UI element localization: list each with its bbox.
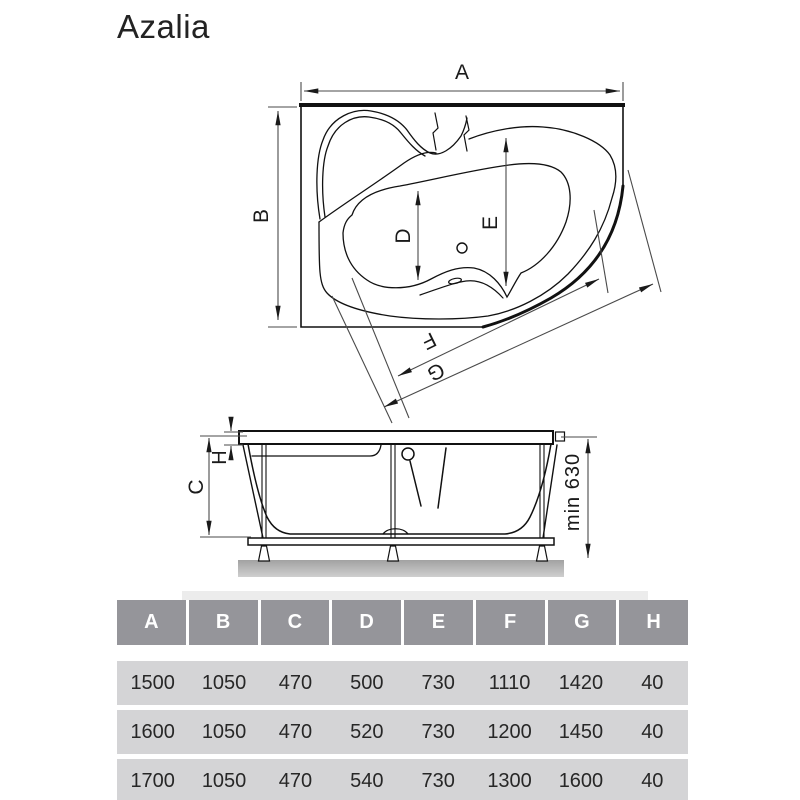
- table-header-cell: E: [404, 600, 473, 645]
- table-cell: 730: [421, 720, 455, 743]
- table-row: [117, 710, 688, 754]
- floor-strip: [238, 560, 564, 577]
- table-cell: 1050: [201, 769, 247, 792]
- rim-inner-line: [319, 127, 616, 319]
- dimensions-table: [117, 600, 688, 800]
- drain-circle: [457, 243, 467, 253]
- dim-label-g: G: [423, 357, 449, 386]
- floor-shadow-band: [182, 591, 648, 600]
- table-cell: 1200: [487, 720, 532, 743]
- table-cell: 1420: [558, 671, 604, 694]
- foot: [259, 546, 270, 561]
- tub-cross-section: [248, 444, 551, 534]
- table-header-cell: H: [619, 600, 688, 645]
- table-cell: 40: [641, 769, 664, 792]
- top-view-drawing: [250, 55, 680, 430]
- table-header-cell: F: [476, 600, 545, 645]
- foot: [537, 546, 548, 561]
- dim-label-h: H: [209, 449, 231, 465]
- table-cell: 1700: [130, 769, 175, 792]
- dim-label-b: B: [250, 208, 273, 224]
- dim-label-e: E: [479, 215, 502, 231]
- dim-label-a: A: [454, 61, 470, 84]
- table-cell: 40: [641, 671, 664, 694]
- dim-label-c: C: [185, 479, 208, 495]
- drain-pipe-line: [438, 448, 446, 508]
- table-header-cell: C: [261, 600, 330, 645]
- table-body: [117, 661, 688, 800]
- table-header-row: [117, 600, 688, 645]
- tub-side-outline: [239, 431, 565, 561]
- product-title: Azalia: [117, 8, 210, 45]
- table-cell: 470: [278, 769, 313, 792]
- inner-shelf-line: [252, 445, 381, 456]
- base-rail: [248, 538, 554, 545]
- drain-pipe-line: [410, 461, 421, 506]
- dim-label-d: D: [392, 228, 415, 244]
- tub-outline: [299, 105, 625, 327]
- foot: [388, 546, 399, 561]
- table-cell: 500: [350, 671, 384, 694]
- overflow-ellipse: [448, 277, 462, 285]
- table-cell: 470: [278, 720, 313, 743]
- rim-bar: [239, 431, 553, 444]
- seat-seam: [420, 281, 503, 298]
- dim-label-min630: min 630: [562, 452, 584, 532]
- table-header-cell: B: [189, 600, 258, 645]
- frame-leg-left: [262, 444, 266, 539]
- frame-brace-right: [543, 445, 557, 538]
- table-row: [117, 759, 688, 800]
- table-cell: 1300: [487, 769, 532, 792]
- ext-line: [628, 170, 661, 292]
- frame-leg-middle: [391, 444, 395, 539]
- ext-line: [352, 278, 409, 418]
- table-cell: 730: [421, 671, 455, 694]
- bowl-outline: [343, 164, 570, 297]
- table-header-cell: G: [548, 600, 617, 645]
- table-cell: 520: [350, 720, 384, 743]
- table-cell: 1600: [558, 769, 604, 792]
- table-cell: 40: [641, 720, 664, 743]
- side-view-drawing: [180, 410, 650, 600]
- table-header-cell: A: [117, 600, 186, 645]
- headrest-inner-arc: [323, 117, 425, 217]
- table-cell: 1600: [130, 720, 175, 743]
- table-cell: 1500: [130, 671, 175, 694]
- table-cell: 540: [350, 769, 384, 792]
- dim-label-f: F: [417, 327, 440, 354]
- frame-brace-left: [243, 445, 263, 538]
- table-cell: 1050: [201, 720, 247, 743]
- table-header-cell: D: [332, 600, 401, 645]
- table-cell: 1110: [488, 671, 531, 694]
- table-cell: 1050: [201, 671, 247, 694]
- break-mark-left: [433, 113, 438, 150]
- table-row: [117, 661, 688, 705]
- table-cell: 1450: [558, 720, 604, 743]
- drain-side-circle: [402, 448, 414, 460]
- table-cell: 470: [278, 671, 313, 694]
- table-cell: 730: [421, 769, 455, 792]
